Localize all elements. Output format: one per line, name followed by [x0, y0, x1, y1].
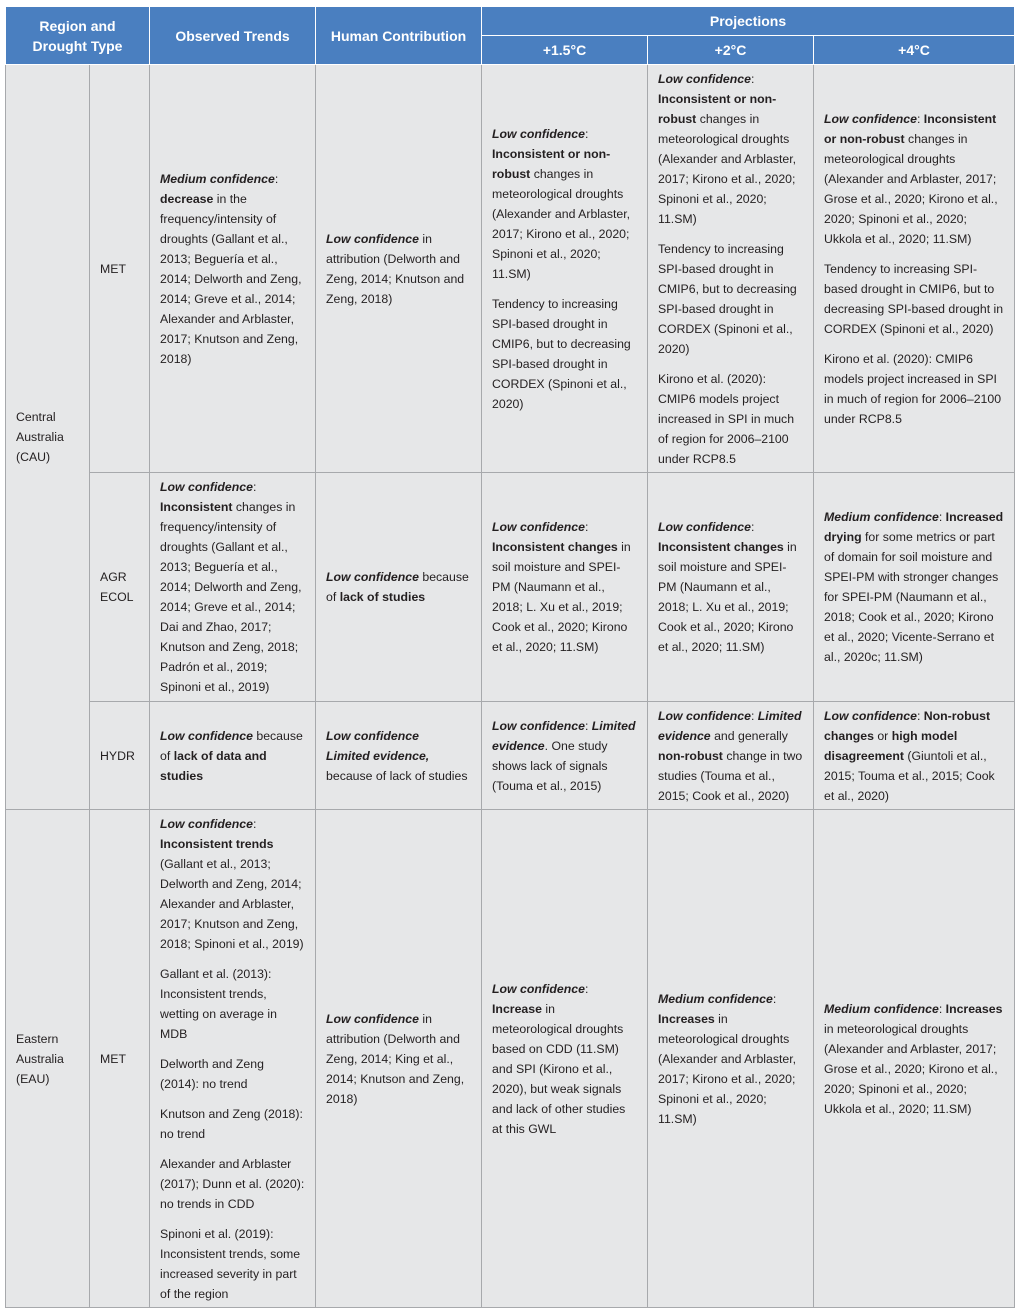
projection-cell-2: Medium confidence: Increases in meteorological droughts (Alexander and Arblaster, 2017; Kirono et al., 2020; Spinoni et al., 2020; 11.SM) — [648, 810, 814, 1308]
human-contribution-cell: Low confidence in attribution (Delworth and Zeng, 2014; Knutson and Zeng, 2018) — [316, 65, 482, 473]
header-observed-trends: Observed Trends — [150, 7, 316, 65]
drought-type-cell: AGR ECOL — [90, 473, 150, 702]
header-gwl-1-5: +1.5°C — [482, 36, 648, 65]
projection-cell-1-5: Low confidence: Inconsistent or non-robust changes in meteorological droughts (Alexander and Arblaster, 2017; Kirono et al., 2020; Spinoni et al., 2020; 11.SM) Tendency to increasing SPI-based drought in CMIP6, but to decreasing SPI-based drought in CORDEX (Spinoni et al., 2020) — [482, 65, 648, 473]
observed-trends-cell: Medium confidence: decrease in the frequency/intensity of droughts (Gallant et al., 2013; Beguería et al., 2014; Delworth and Zeng, 2014; Greve et al., 2014; Alexander and Arblaster, 2017; Knutson and Zeng, 2018) — [150, 65, 316, 473]
projection-cell-2: Low confidence: Inconsistent changes in soil moisture and SPEI-PM (Naumann et al., 2018; L. Xu et al., 2019; Cook et al., 2020; Kirono et al., 2020; 11.SM) — [648, 473, 814, 702]
drought-assessment-table — [5, 6, 1015, 1308]
observed-trends-cell: Low confidence because of lack of data and studies — [150, 702, 316, 810]
projection-cell-1-5: Low confidence: Increase in meteorological droughts based on CDD (11.SM) and SPI (Kirono et al., 2020), but weak signals and lack of other studies at this GWL — [482, 810, 648, 1308]
projection-cell-1-5: Low confidence: Inconsistent changes in soil moisture and SPEI-PM (Naumann et al., 2018; L. Xu et al., 2019; Cook et al., 2020; Kirono et al., 2020; 11.SM) — [482, 473, 648, 702]
observed-trends-cell: Low confidence: Inconsistent changes in frequency/intensity of droughts (Gallant et al., 2013; Beguería et al., 2014; Delworth and Zeng, 2014; Greve et al., 2014; Dai and Zhao, 2017; Knutson and Zeng, 2018; Padrón et al., 2019; Spinoni et al., 2019) — [150, 473, 316, 702]
projection-cell-2: Low confidence: Limited evidence and generally non-robust change in two studies (Touma et al., 2015; Cook et al., 2020) — [648, 702, 814, 810]
observed-trends-cell: Low confidence: Inconsistent trends (Gallant et al., 2013; Delworth and Zeng, 2014; Alexander and Arblaster, 2017; Knutson and Zeng, 2018; Spinoni et al., 2019) Gallant et al. (2013): Inconsistent trends, wetting on average in MDB Delworth and Zeng (2014): no trend Knutson and Zeng (2018): no trend Alexander and Arblaster (2017); Dunn et al. (2020): no trends in CDD Spinoni et al. (2019): Inconsistent trends, some increased severity in part of the region — [150, 810, 316, 1308]
table-row — [6, 702, 1015, 810]
human-contribution-cell: Low confidence in attribution (Delworth and Zeng, 2014; King et al., 2014; Knutson and Zeng, 2018) — [316, 810, 482, 1308]
header-gwl-2: +2°C — [648, 36, 814, 65]
table-row — [6, 473, 1015, 702]
projection-cell-4: Medium confidence: Increases in meteorological droughts (Alexander and Arblaster, 2017; Grose et al., 2020; Kirono et al., 2020; Spinoni et al., 2020; Ukkola et al., 2020; 11.SM) — [814, 810, 1015, 1308]
drought-type-cell: HYDR — [90, 702, 150, 810]
region-cell-cau: Central Australia (CAU) — [6, 65, 90, 810]
header-region-drought-type: Region and Drought Type — [6, 7, 150, 65]
header-human-contribution: Human Contribution — [316, 7, 482, 65]
drought-type-cell: MET — [90, 65, 150, 473]
projection-cell-4: Medium confidence: Increased drying for some metrics or part of domain for soil moisture and SPEI-PM with stronger changes for SPEI-PM (Naumann et al., 2018; Cook et al., 2020; Kirono et al., 2020; Vicente-Serrano et al., 2020c; 11.SM) — [814, 473, 1015, 702]
region-cell-eau: Eastern Australia (EAU) — [6, 810, 90, 1308]
projection-cell-2: Low confidence: Inconsistent or non-robust changes in meteorological droughts (Alexander and Arblaster, 2017; Kirono et al., 2020; Spinoni et al., 2020; 11.SM) Tendency to increasing SPI-based drought in CMIP6, but to decreasing SPI-based drought in CORDEX (Spinoni et al., 2020) Kirono et al. (2020): CMIP6 models project increased in SPI in much of region for 2006–2100 under RCP8.5 — [648, 65, 814, 473]
drought-type-cell: MET — [90, 810, 150, 1308]
header-gwl-4: +4°C — [814, 36, 1015, 65]
projection-cell-4: Low confidence: Non-robust changes or high model disagreement (Giuntoli et al., 2015; Touma et al., 2015; Cook et al., 2020) — [814, 702, 1015, 810]
projection-cell-4: Low confidence: Inconsistent or non-robust changes in meteorological droughts (Alexander and Arblaster, 2017; Grose et al., 2020; Kirono et al., 2020; Spinoni et al., 2020; Ukkola et al., 2020; 11.SM) Tendency to increasing SPI-based drought in CMIP6, but to decreasing SPI-based drought in CORDEX (Spinoni et al., 2020) Kirono et al. (2020): CMIP6 models project increased in SPI in much of region for 2006–2100 under RCP8.5 — [814, 65, 1015, 473]
header-projections: Projections — [482, 7, 1015, 36]
projection-cell-1-5: Low confidence: Limited evidence. One study shows lack of signals (Touma et al., 2015) — [482, 702, 648, 810]
table-row — [6, 65, 1015, 473]
table-row — [6, 810, 1015, 1308]
human-contribution-cell: Low confidence Limited evidence, because of lack of studies — [316, 702, 482, 810]
human-contribution-cell: Low confidence because of lack of studies — [316, 473, 482, 702]
